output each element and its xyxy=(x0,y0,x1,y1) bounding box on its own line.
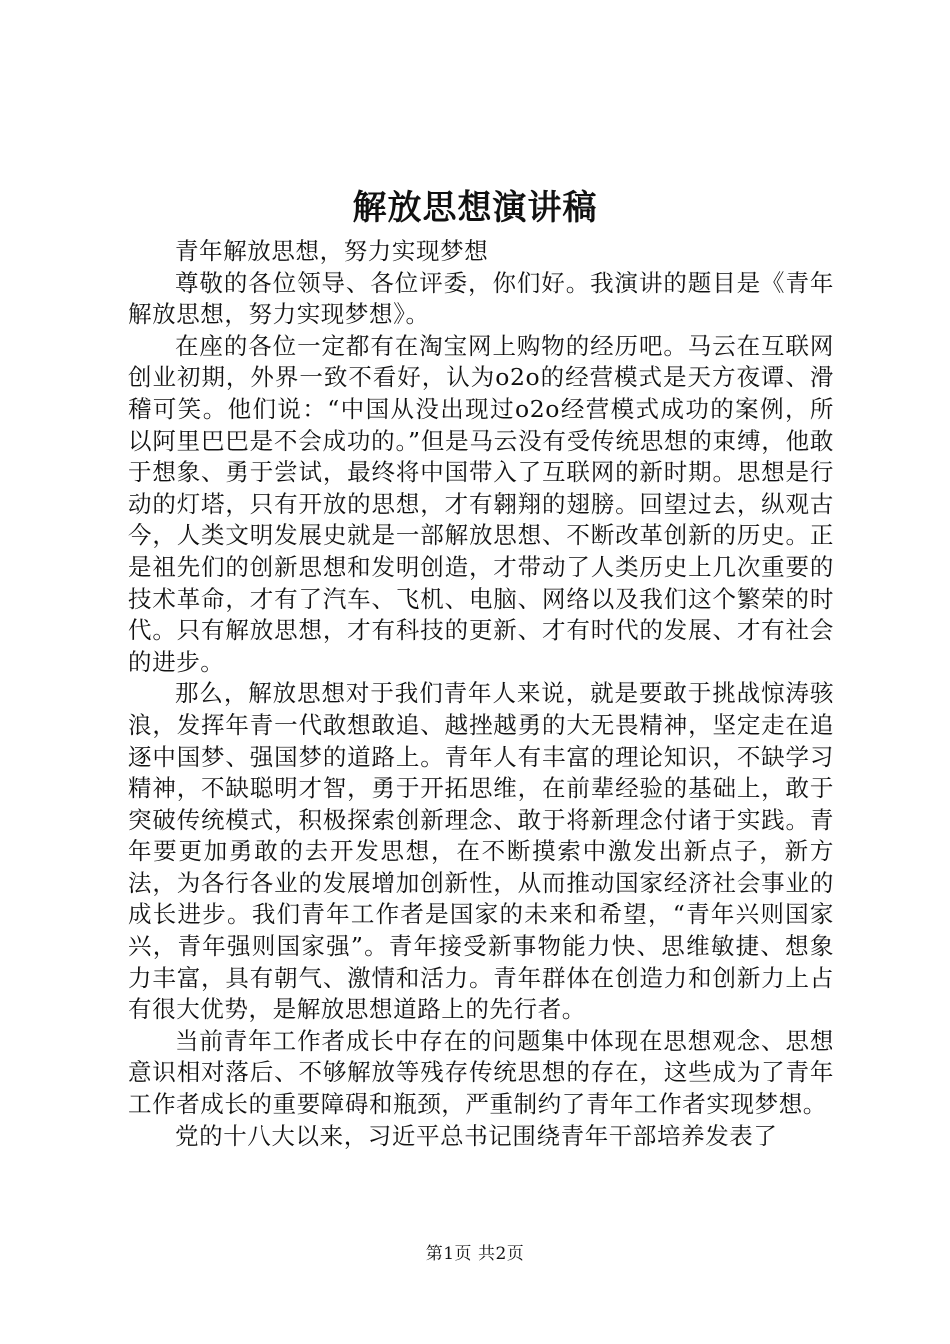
document-title: 解放思想演讲稿 xyxy=(352,188,598,228)
paragraph-greeting: 尊敬的各位领导、各位评委，你们好。我演讲的题目是《青年解放思想，努力实现梦想》。 xyxy=(128,268,834,329)
page-footer: 第1页 共2页 xyxy=(425,1244,525,1264)
paragraph-problems: 当前青年工作者成长中存在的问题集中体现在思想观念、思想意识相对落后、不够解放等残存传统思想的存在，这些成为了青年工作者成长的重要障碍和瓶颈，严重制约了青年工作者实现梦想。 xyxy=(128,1026,834,1119)
paragraph-youth: 那么，解放思想对于我们青年人来说，就是要敢于挑战惊涛骇浪，发挥年青一代敢想敢追、越挫越勇的大无畏精神，坚定走在追逐中国梦、强国梦的道路上。青年人有丰富的理论知识，不缺学习精神，不缺聪明才智，勇于开拓思维，在前辈经验的基础上，敢于突破传统模式，积极探索创新理念、敢于将新理念付诸于实践。青年要更加勇敢的去开发思想，在不断摸索中激发出新点子，新方法，为各行各业的发展增加创新性，从而推动国家经济社会事业的成长进步。我们青年工作者是国家的未来和希望，“青年兴则国家兴，青年强则国家强”。青年接受新事物能力快、思维敏捷、想象力丰富，具有朝气、激情和活力。青年群体在创造力和创新力上占有很大优势，是解放思想道路上的先行者。 xyxy=(128,679,834,1024)
paragraph-mayun: 在座的各位一定都有在淘宝网上购物的经历吧。马云在互联网创业初期，外界一致不看好，认为o2o的经营模式是天方夜谭、滑稽可笑。他们说：“中国从没出现过o2o经营模式成功的案例，所以阿里巴巴是不会成功的。”但是马云没有受传统思想的束缚，他敢于想象、勇于尝试，最终将中国带入了互联网的新时期。思想是行动的灯塔，只有开放的思想，才有翱翔的翅膀。回望过去，纵观古今，人类文明发展史就是一部解放思想、不断改革创新的历史。正是祖先们的创新思想和发明创造，才带动了人类历史上几次重要的技术革命，才有了汽车、飞机、电脑、网络以及我们这个繁荣的时代。只有解放思想，才有科技的更新、才有时代的发展、才有社会的进步。 xyxy=(128,331,834,676)
paragraph-party: 党的十八大以来，习近平总书记围绕青年干部培养发表了 xyxy=(175,1121,778,1150)
document-subtitle: 青年解放思想，努力实现梦想 xyxy=(175,237,489,265)
document-body xyxy=(128,236,834,1152)
